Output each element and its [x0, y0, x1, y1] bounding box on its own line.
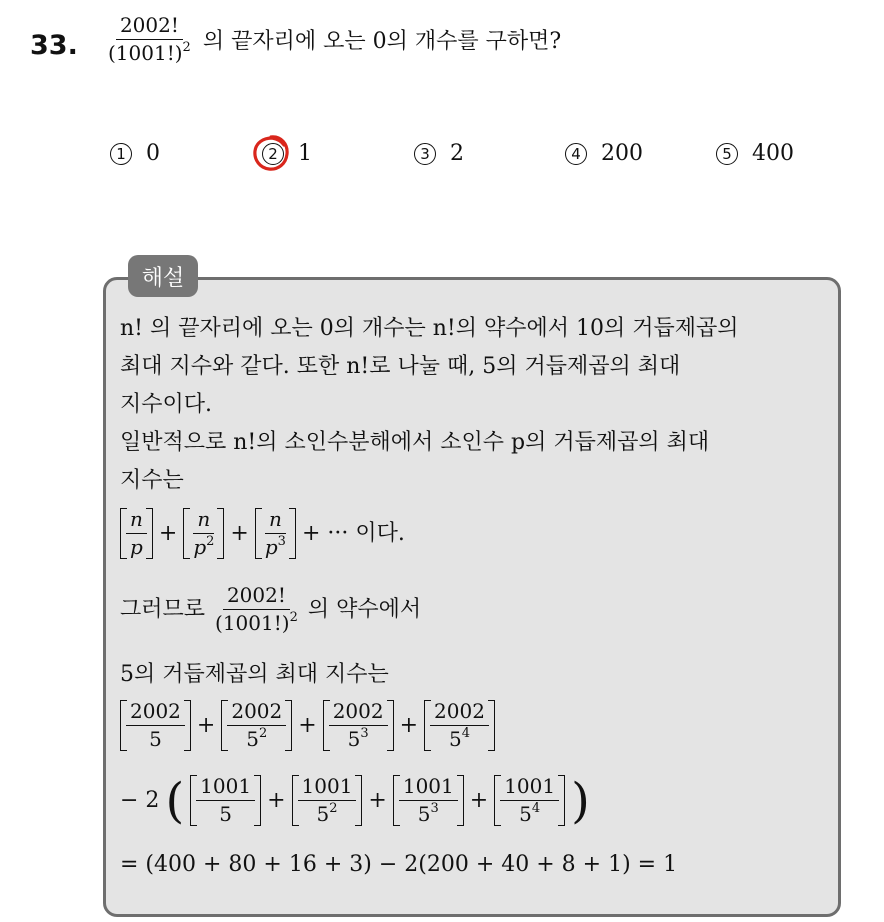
floor-bracket: $\frac{2002}{5^3}$	[323, 700, 394, 751]
floor-bracket: $\frac{n}{p^3}$	[255, 508, 296, 559]
solution-line-5: 지수는	[120, 468, 184, 493]
choice-value: 0	[146, 141, 160, 166]
choice-number: 5	[716, 143, 738, 165]
question-text: 의 끝자리에 오는 0의 개수를 구하면?	[202, 29, 562, 54]
floor-bracket: $\frac{1001}{5^3}$	[393, 775, 464, 826]
floor-bracket: $\frac{1001}{5^2}$	[292, 775, 363, 826]
sum-tail: + ··· 이다.	[301, 520, 405, 546]
question-number: 33.	[30, 30, 78, 61]
choice-number: 4	[565, 143, 587, 165]
solution-line-8: 5의 거듭제곱의 최대 지수는	[120, 662, 389, 687]
choice-value: 200	[601, 141, 643, 166]
choice-4[interactable]	[565, 141, 643, 166]
choice-1[interactable]	[110, 141, 160, 166]
floor-bracket: $\frac{1001}{5}$	[190, 775, 261, 826]
solution-line-3: 지수이다.	[120, 392, 213, 417]
floor-bracket: $\frac{n}{p^2}$	[183, 508, 224, 559]
floor-bracket: $\frac{2002}{5}$	[120, 700, 191, 751]
solution-tab: 해설	[128, 255, 198, 297]
answer-circle-mark	[251, 133, 291, 173]
choice-value: 2	[450, 141, 464, 166]
floor-bracket: $\frac{2002}{5^4}$	[424, 700, 495, 751]
fraction-denominator: $(1001!)^2$	[108, 39, 191, 65]
choice-number: 3	[414, 143, 436, 165]
solution-line-1: n! 의 끝자리에 오는 0의 개수는 n!의 약수에서 10의 거듭제곱의	[120, 316, 739, 341]
legendre-formula: $\frac{n}{p}$ + $\frac{n}{p^2}$ + $\frac{n}{p^3}$ + ··· 이다.	[120, 508, 405, 559]
floor-sum-2002: $\frac{2002}{5}$ + $\frac{2002}{5^2}$ + $\frac{2002}{5^3}$ + $\frac{2002}{5^4}$	[120, 700, 495, 751]
solution-fraction: $\frac{2002!}{(1001!)^2}$	[215, 583, 298, 635]
choice-5[interactable]	[716, 141, 794, 166]
floor-bracket: $\frac{n}{p}$	[120, 508, 153, 559]
solution-line-4: 일반적으로 n!의 소인수분해에서 소인수 p의 거듭제곱의 최대	[120, 430, 710, 455]
fraction-numerator: 2002!	[116, 14, 183, 40]
choice-number: 1	[110, 143, 132, 165]
choice-number: 2	[262, 143, 284, 165]
floor-sum-1001: − 2 ( $\frac{1001}{5}$ + $\frac{1001}{5^2}$ + $\frac{1001}{5^3}$ + $\frac{1001}{5^4}$ )	[120, 772, 590, 829]
final-equation: = (400 + 80 + 16 + 3) − 2(200 + 40 + 8 + 1) = 1	[120, 852, 678, 877]
choice-value: 400	[752, 141, 794, 166]
question-stem	[104, 14, 561, 65]
floor-bracket: $\frac{2002}{5^2}$	[221, 700, 292, 751]
floor-bracket: $\frac{1001}{5^4}$	[494, 775, 565, 826]
question-fraction	[104, 14, 195, 65]
choice-3[interactable]	[414, 141, 464, 166]
solution-line-2: 최대 지수와 같다. 또한 n!로 나눌 때, 5의 거듭제곱의 최대	[120, 354, 681, 379]
solution-line-7: 그러므로 $\frac{2002!}{(1001!)^2}$ 의 약수에서	[120, 583, 422, 635]
choice-value: 1	[298, 141, 312, 166]
